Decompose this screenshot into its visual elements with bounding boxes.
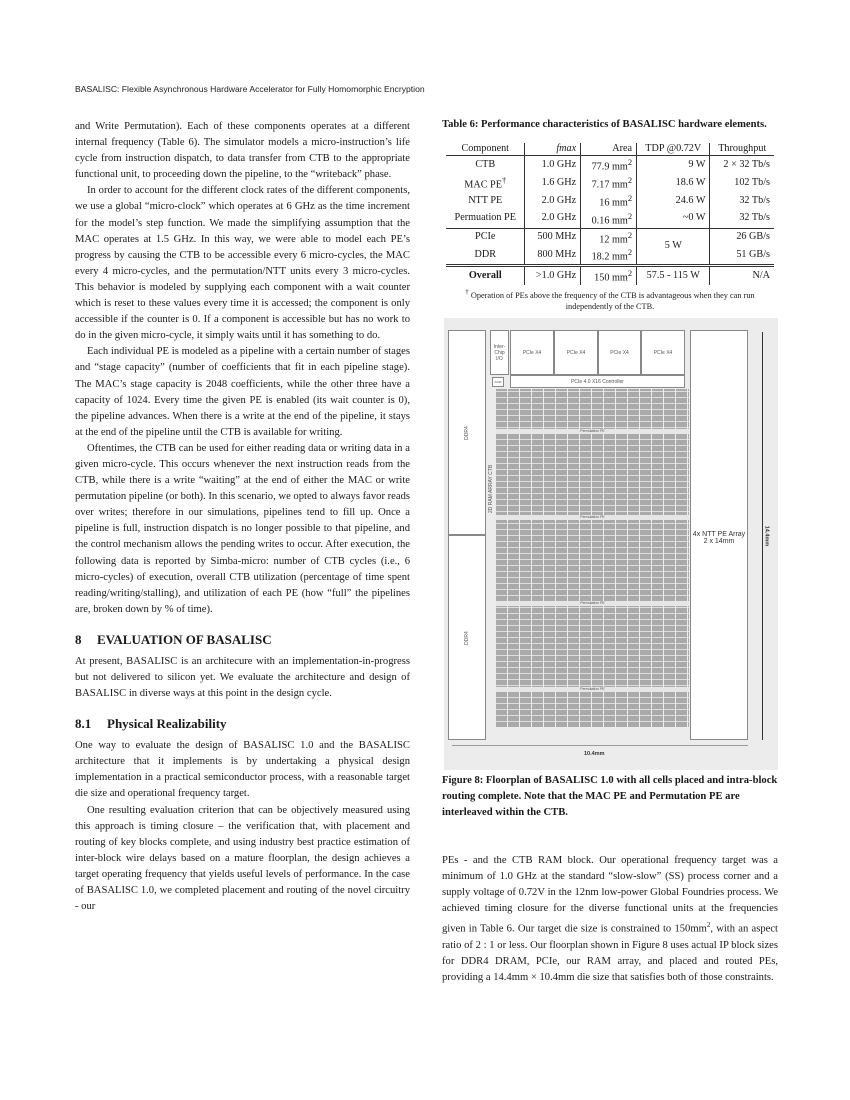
paragraph: At present, BASALISC is an architecure with an implementation-in-progress but not delivered to silicon yet. We evaluate the architecture and design of BASALISC in diverse ways at this point in the design cycle.	[75, 655, 410, 700]
col-header: Throughput	[710, 143, 774, 156]
ddr4-block-bottom	[448, 535, 486, 740]
table-header-row	[446, 143, 774, 156]
cell: Permuation PE	[454, 212, 516, 224]
ntt-pe-array-block	[690, 330, 748, 740]
block-label: PCIe X4	[653, 349, 673, 356]
cell	[581, 266, 637, 285]
block-label: RAM	[494, 380, 502, 384]
col-header: TDP @0.72V	[637, 143, 710, 156]
cell: 18.6 W	[637, 174, 710, 192]
width-dimension-label: 10.4mm	[584, 751, 605, 757]
table-caption: Table 6: Performance characteristics of BASALISC hardware elements.	[442, 119, 767, 130]
ram-block	[492, 377, 504, 387]
section-title: EVALUATION OF BASALISC	[97, 631, 272, 647]
cell: N/A	[710, 266, 774, 285]
cell: 500 MHz	[525, 228, 581, 246]
floorplan-figure	[444, 318, 778, 770]
block-label: PCIe X4	[610, 349, 629, 356]
cell: 24.6 W	[637, 192, 710, 210]
section-number: 8	[75, 631, 82, 647]
pcie-controller-block	[510, 375, 685, 388]
cell: 2 × 32 Tb/s	[710, 156, 774, 174]
cell-value: 7.17 mm	[591, 179, 628, 191]
block-label: PCIe X4	[566, 349, 586, 356]
cell-value: 18.2 mm	[591, 251, 628, 263]
permutation-pe-strip: Permutation PE	[496, 601, 689, 606]
cell	[581, 156, 637, 174]
cell: 2.0 GHz	[525, 210, 581, 228]
paragraph: and Write Permutation). Each of these components operates at a different internal frequency (Table 6). The simulator models a micro-instruction’s life cycle from instruction dispatch, to data transfer from CTB to the appropriate functional unit, to proceeding down the pipeline, to the “writeback” phase.	[75, 121, 410, 181]
ctb-label: 2D RAM ARRAY CTB	[488, 464, 494, 513]
ddr4-label: DDR4	[464, 630, 470, 645]
cell: 32 Tb/s	[710, 210, 774, 228]
block-label: PCIe 4.0 X16 Controller	[571, 378, 624, 385]
table-row	[446, 192, 774, 210]
paragraph: One resulting evaluation criterion that can be objectively measured using this approach is timing closure – the verification that, with placement and routing of key blocks complete, and using industry best practice estimation of inter-block wire delays based on a mature floorplan, the design achieves a target operating frequency that yields useful levels of performance. In the case of BASALISC 1.0, we completed placement and routing of the novel circuitry - our	[75, 804, 410, 913]
paragraph: Each individual PE is modeled as a pipeline with a certain number of stages and “stage capacity” (number of coefficients that fit in each pipeline stage). The MAC’s stage capacity is 2048 coefficients, while the other three have a capacity of 1024. Every time the given PE is enabled (its wait counter is 0), the pipeline advances. When there is a write at the end of the pipeline, it stays at the end of the pipeline until the CTB is available for writing.	[75, 346, 410, 438]
paragraph: One way to evaluate the design of BASALISC 1.0 and the BASALISC architecture that it implements is by undertaking a physical design implementation in a practical semiconductor process, with a reasonable target die size and operational frequency target.	[75, 740, 410, 800]
section-number: 8.1	[75, 716, 92, 732]
block-label: PCIe X4	[522, 349, 542, 356]
cell: 1.0 GHz	[525, 156, 581, 174]
cell	[581, 210, 637, 228]
paragraph	[442, 853, 778, 986]
inter-chip-io-block	[490, 330, 509, 375]
cell: ~0 W	[637, 210, 710, 228]
cell	[581, 192, 637, 210]
table-row	[446, 246, 774, 265]
dagger: †	[501, 175, 507, 186]
dagger: †	[465, 288, 469, 296]
paragraph: Oftentimes, the CTB can be used for either reading data or writing data in a given micro-cycle. This occurs whenever the next instruction reads from the CTB, while there is a write “waiting” at the end of either the MAC or write permutation pipeline (or both). In this scenario, we opted to always favor reads over writes; therefore in our simulations, pipelines tend to fill up. Once a pipeline is full, instruction dispatch is no longer possible to that pipeline, and the control mechanism allows the pending writes to occur. After execution, the following data is reported by Simba-micro: number of CTB cycles (i.e., 6 micro-cycles) of execution, overall CTB utilization (percentage of time spent reading/writing/stalling), and utilization of each PE (how “full” the pipelines are, broken down by % of time).	[75, 442, 410, 615]
sup: 2	[627, 229, 633, 240]
cell: 800 MHz	[525, 246, 581, 265]
text: , with an aspect ratio of 2 : 1 or less. Our floorplan shown in Figure 8 uses actual IP block sizes for DDR4 DRAM, PCIe, our RAM array, and placed and routed PEs, providing a 14.4mm × 10.4mm die size that satisfies both of those constraints.	[442, 923, 778, 984]
permutation-pe-strip: Permutation PE	[496, 687, 689, 692]
cell: Overall	[446, 266, 525, 285]
fmax-label: fmax	[556, 143, 577, 154]
ctb-pe-array	[496, 389, 689, 727]
cell	[581, 246, 637, 265]
cell: CTB	[475, 159, 496, 171]
sup: 2	[627, 157, 633, 168]
cell: NTT PE	[468, 194, 503, 206]
cell: 2.0 GHz	[525, 192, 581, 210]
table-row	[446, 174, 774, 192]
table-block	[442, 117, 778, 312]
sup: 2	[627, 193, 633, 203]
cell: 32 Tb/s	[710, 192, 774, 210]
table-row	[446, 228, 774, 246]
cell: 1.6 GHz	[525, 174, 581, 192]
cell-value: 77.9 mm	[591, 161, 628, 173]
sup: 2	[627, 175, 633, 186]
cell: 5 W	[637, 228, 710, 266]
performance-table	[446, 143, 774, 285]
sup: 2	[627, 210, 633, 221]
table-row	[446, 156, 774, 174]
right-column-text	[442, 853, 778, 986]
cell-value: 12 mm	[599, 233, 628, 245]
footnote-text: Operation of PEs above the frequency of the CTB is advantageous when they can run independently of the CTB.	[470, 290, 755, 311]
cell: 57.5 - 115 W	[637, 266, 710, 285]
table-footnote	[442, 287, 778, 312]
paragraph: In order to account for the different clock rates of the different components, we use a global “micro-clock” which operates at 6 GHz as the time increment for the model’s step function. We made the simplifying assumption that the MAC operates at 1.5 GHz. In this way, we were able to model each PE’s progress by causing the CTB to be accessible every 6 micro-cycles, the MAC every 4 micro-cycles, and the permutation/NTT units every 3 micro-cycles. This behavior is modeled by supplying each component with a wait counter which is reset to these values every time it is accessed; the component is only accessible if the counter is 0. If a component is accessible but has no work to do in the given micro-cycle, it simply waits until it has something to do.	[75, 185, 410, 342]
cell: 26 GB/s	[710, 228, 774, 246]
ddr4-block-top	[448, 330, 486, 535]
permutation-pe-strip: Permutation PE	[496, 429, 689, 434]
block-label: 4x NTT PE Array 2 x 14mm	[692, 531, 746, 545]
cell: 9 W	[637, 156, 710, 174]
block-label: Inter-Chip I/O	[493, 343, 506, 362]
col-header: Component	[446, 143, 525, 156]
pcie-block	[598, 330, 641, 375]
left-column	[75, 119, 410, 915]
cell-value: 0.16 mm	[591, 215, 628, 227]
sup: 2	[627, 268, 633, 279]
table-row	[446, 210, 774, 228]
cell: DDR	[474, 249, 496, 261]
ddr4-label: DDR4	[464, 425, 470, 440]
width-dimension-line	[452, 745, 748, 746]
pcie-block	[641, 330, 685, 375]
cell: 51 GB/s	[710, 246, 774, 265]
col-header	[525, 143, 581, 156]
cell: PCIe	[446, 228, 525, 246]
height-dimension-label: 14.4mm	[763, 525, 770, 547]
sup: 2	[706, 921, 711, 930]
pcie-block	[554, 330, 598, 375]
table-overall-row	[446, 266, 774, 285]
cell: >1.0 GHz	[525, 266, 581, 285]
sup: 2	[627, 247, 633, 258]
cell-value: 16 mm	[599, 197, 628, 209]
subsection-heading	[75, 716, 410, 732]
cell: 102 Tb/s	[710, 174, 774, 192]
cell	[581, 174, 637, 192]
cell	[581, 228, 637, 246]
figure-caption: Figure 8: Floorplan of BASALISC 1.0 with all cells placed and intra-block routing complete. Note that the MAC PE and Permutation PE are interleaved within the CTB.	[442, 775, 778, 818]
running-header: BASALISC: Flexible Asynchronous Hardware Accelerator for Fully Homomorphic Encryption	[75, 84, 425, 94]
section-title: Physical Realizability	[107, 716, 227, 732]
cell-value: 150 mm	[594, 272, 628, 284]
cell	[446, 174, 525, 192]
cell-value: MAC PE	[464, 179, 502, 191]
section-heading	[75, 632, 410, 648]
text: PEs - and the CTB RAM block. Our operational frequency target was a minimum of 1.0 GHz at the standard “slow-slow” (SS) process corner and a supply voltage of 0.72V in the 12nm low-power Global Foundries process. We achieved timing closure for the diverse functional units at the frequencies given in Table 6. Our target die size is constrained to 150mm	[442, 855, 778, 935]
pcie-block	[510, 330, 554, 375]
col-header: Area	[581, 143, 637, 156]
permutation-pe-strip: Permutation PE	[496, 515, 689, 520]
